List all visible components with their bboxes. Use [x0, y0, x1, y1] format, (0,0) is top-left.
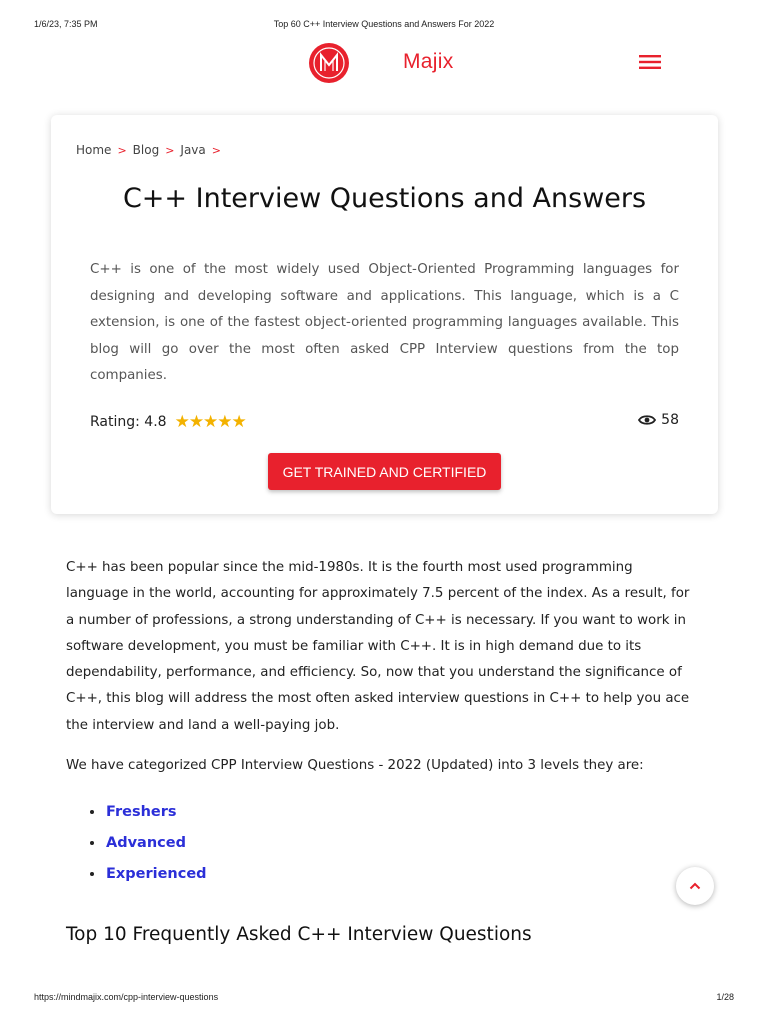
print-document-title: Top 60 C++ Interview Questions and Answers For 2022 [273, 19, 495, 29]
hero-card [51, 115, 718, 514]
site-header [0, 40, 768, 88]
print-url: https://mindmajix.com/cpp-interview-questions [34, 992, 219, 1002]
hamburger-menu-icon[interactable] [638, 52, 662, 72]
breadcrumb [76, 143, 227, 157]
print-date: 1/6/23, 7:35 PM [34, 19, 98, 29]
levels-intro: We have categorized CPP Interview Questions - 2022 (Updated) into 3 levels they are: [66, 758, 644, 773]
level-link-freshers[interactable]: Freshers [106, 803, 177, 820]
levels-list [66, 796, 207, 889]
list-item [66, 796, 207, 827]
view-count [638, 412, 679, 428]
breadcrumb-home[interactable]: Home [76, 143, 112, 157]
get-trained-button[interactable]: GET TRAINED AND CERTIFIED [268, 453, 501, 490]
view-count-value: 58 [661, 412, 679, 428]
bullet-icon [90, 810, 94, 814]
breadcrumb-blog[interactable]: Blog [132, 143, 160, 157]
list-item [66, 827, 207, 858]
scroll-to-top-button[interactable] [676, 867, 714, 905]
intro-paragraph: C++ has been popular since the mid-1980s. It is the fourth most used programming language in the world, accounting for approximately 7.5 percent of the index. As a result, for a number of professions, a strong understanding of C++ is necessary. If you want to work in software development, you must be familiar with C++. It is in high demand due to its dependability, performance, and efficiency. So, now that you understand the significance of C++, this blog will address the most often asked interview questions in C++ to help you ace the interview and land a well-paying job. [66, 560, 690, 733]
print-page-number: 1/28 [716, 992, 734, 1002]
breadcrumb-separator: > [117, 143, 127, 157]
page-title: C++ Interview Questions and Answers [122, 183, 647, 214]
rating-label: Rating: 4.8 [90, 414, 167, 430]
rating-stars-icon: ★★★★★ [174, 412, 246, 432]
mindmajix-m-logo[interactable] [309, 43, 349, 83]
chevron-up-icon [689, 882, 701, 890]
bullet-icon [90, 872, 94, 876]
section-heading: Top 10 Frequently Asked C++ Interview Questions [66, 924, 532, 945]
breadcrumb-separator: > [211, 143, 221, 157]
level-link-experienced[interactable]: Experienced [106, 865, 207, 882]
rating [90, 412, 246, 432]
breadcrumb-java[interactable]: Java [180, 143, 206, 157]
list-item [66, 858, 207, 889]
breadcrumb-separator: > [165, 143, 175, 157]
bullet-icon [90, 841, 94, 845]
hero-description: C++ is one of the most widely used Object-Oriented Programming languages for designing and developing software and applications. This language, which is a C extension, is one of the fastest object-oriented programming languages available. This blog will go over the most often asked CPP Interview questions from the top companies. [90, 262, 679, 383]
eye-icon [638, 414, 656, 426]
brand-name[interactable]: Majix [403, 50, 454, 73]
level-link-advanced[interactable]: Advanced [106, 834, 186, 851]
